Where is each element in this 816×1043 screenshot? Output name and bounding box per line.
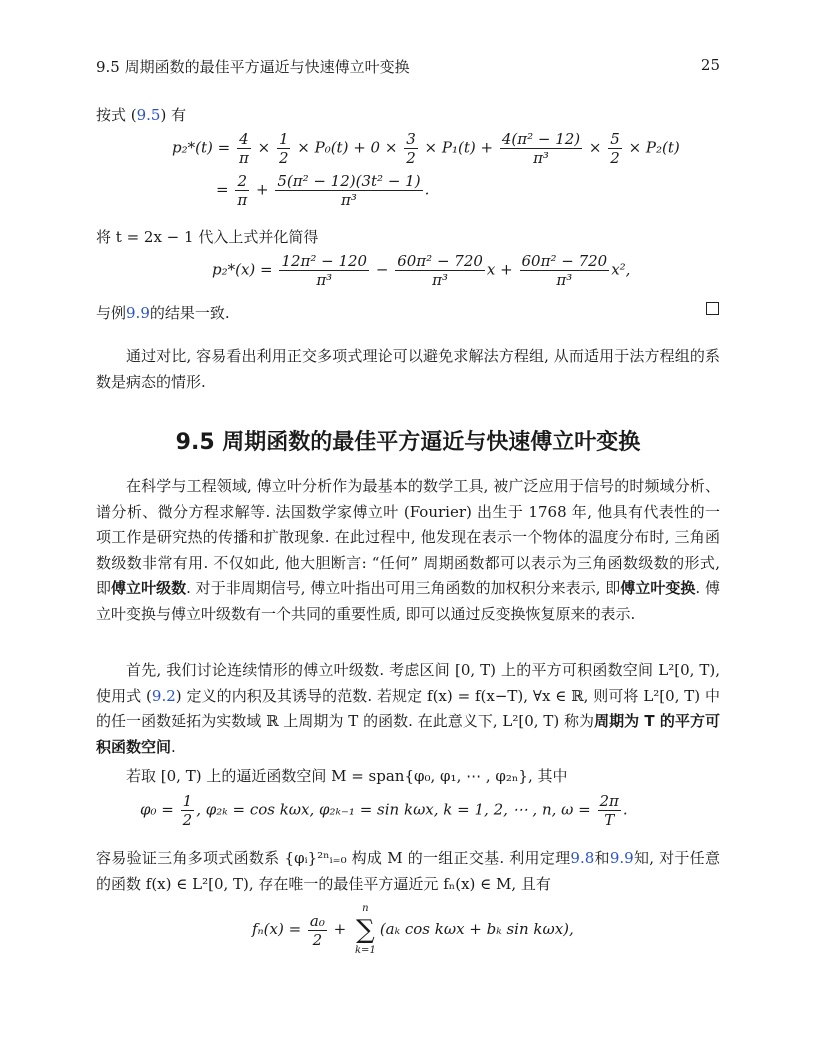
eq-term: , φ₂ₖ = cos kωx, φ₂ₖ₋₁ = sin kωx, k = 1, 2, ⋯ , n, ω = bbox=[196, 800, 591, 819]
term-periodic-space: 周期为 T 的平方可积函数空间 bbox=[96, 712, 720, 756]
fraction bbox=[598, 792, 621, 829]
fraction bbox=[279, 252, 369, 289]
paragraph-comparison: 通过对比, 容易看出利用正交多项式理论可以避免求解法方程组, 从而适用于法方程组的系数是病态的情形. bbox=[96, 347, 720, 391]
text: 的结果一致. bbox=[149, 304, 230, 322]
text: . 对于非周期信号, 傅立叶指出可用三角函数的加权积分来表示, 即 bbox=[186, 579, 621, 597]
denominator: π bbox=[237, 191, 248, 209]
paragraph-orthogonal bbox=[96, 846, 720, 897]
numerator: a₀ bbox=[309, 911, 325, 930]
fraction bbox=[277, 130, 291, 167]
eq-term: (aₖ cos kωx + bₖ sin kωx), bbox=[379, 920, 574, 938]
equation-link[interactable]: 9.5 bbox=[136, 106, 161, 124]
fraction bbox=[404, 130, 418, 167]
paragraph-intro bbox=[96, 104, 186, 125]
theorem-link[interactable]: 9.9 bbox=[609, 849, 634, 867]
paragraph-continuous bbox=[96, 658, 720, 760]
equation-link[interactable]: 9.2 bbox=[151, 686, 176, 705]
text: 按式 ( bbox=[96, 106, 137, 124]
fraction bbox=[308, 912, 327, 949]
summation bbox=[355, 902, 376, 958]
equation-p2x: p₂*(x) = $\frac{\text{12π² − 120}}{\text{π³}}$ − $\frac{\text{60π² − 720}}{\text{π³}}$ x + $\frac{\text{60π² − 720}}{\text{π³}}$ x², bbox=[212, 252, 631, 289]
sigma-icon: ∑ bbox=[356, 915, 375, 945]
denominator: 2 bbox=[278, 149, 289, 167]
numerator: 4 bbox=[237, 130, 251, 149]
fraction bbox=[608, 130, 622, 167]
term-fourier-transform: 傅立叶变换 bbox=[620, 579, 696, 597]
numerator: 3 bbox=[406, 130, 416, 148]
numerator: 60π² − 720 bbox=[521, 252, 608, 270]
denominator: π³ bbox=[556, 271, 573, 289]
fraction bbox=[500, 130, 582, 167]
text: ) 定义的内积及其诱导的范数. 若规定 f(x) = f(x−T), ∀x ∈ ℝ, 则可将 L²[0, T) 中的任一函数延拓为实数域 ℝ 上周期为 T 的函数. 在此意义下, L²[0, T) 称为 bbox=[96, 686, 720, 730]
text: 知, 对于任意的函数 f(x) ∈ L²[0, T), 存在唯一的最佳平方逼近元 fₙ(x) ∈ M, 且有 bbox=[96, 849, 720, 893]
eq-term: × P₀(t) + 0 × bbox=[297, 138, 398, 157]
paragraph-consistent bbox=[96, 302, 230, 323]
equation-basis: φ₀ = $\frac{1}{2}$ , φ₂ₖ = cos kωx, φ₂ₖ₋₁ = sin kωx, k = 1, 2, ⋯ , n, ω = $\frac{2\pi}{T}$ . bbox=[140, 792, 628, 829]
section-title: 9.5 周期函数的最佳平方逼近与快速傅立叶变换 bbox=[175, 430, 641, 455]
fraction bbox=[237, 130, 251, 167]
text: 首先, 我们讨论连续情形的傅立叶级数. 考虑区间 [0, T) 上的平方可积函数空间 L²[0, T), 使用式 ( bbox=[96, 661, 720, 705]
denominator: π bbox=[238, 149, 249, 167]
text: . bbox=[171, 737, 176, 756]
paragraph-substitute: 将 t = 2x − 1 代入上式并化简得 bbox=[96, 228, 319, 246]
numerator: 60π² − 720 bbox=[397, 252, 483, 270]
eq-term: × P₂(t) bbox=[628, 138, 680, 157]
denominator: 2 bbox=[182, 811, 193, 829]
numerator: 5(π² − 12)(3t² − 1) bbox=[277, 172, 421, 190]
denominator: π³ bbox=[341, 191, 357, 209]
fraction bbox=[181, 792, 195, 829]
eq-lhs: fₙ(x) = bbox=[252, 920, 302, 938]
page-number: 25 bbox=[700, 56, 720, 74]
paragraph-fourier-intro bbox=[96, 474, 720, 627]
denominator: 2 bbox=[312, 930, 323, 949]
text: . 傅立叶变换与傅立叶级数有一个共同的重要性质, 即可以通过反变换恢复原来的表示. bbox=[96, 579, 720, 623]
sum-upper: n bbox=[362, 903, 369, 914]
term-fourier-series: 傅立叶级数 bbox=[111, 579, 187, 597]
qed-box-icon bbox=[706, 302, 719, 315]
denominator: T bbox=[604, 811, 615, 829]
equation-fn: fₙ(x) = $\frac{\text{a₀}}{2}$ + n ∑ k=1 (aₖ cos kωx + bₖ sin kωx), bbox=[252, 903, 574, 956]
fraction bbox=[275, 172, 422, 209]
denominator: π³ bbox=[533, 149, 549, 167]
theorem-link[interactable]: 9.8 bbox=[570, 849, 595, 867]
fraction bbox=[520, 252, 610, 289]
equation-p2t: p₂*(t) = $\frac{4}{\pi}$ × $\frac{1}{2}$ × P₀(t) + 0 × $\frac{3}{2}$ × P₁(t) + $\frac{\text{4(π² − 12)}}{\text{π³}}$ × $\frac{5}{2}$ × P₂(t) bbox=[172, 130, 680, 167]
numerator: 4(π² − 12) bbox=[501, 130, 581, 148]
text: 与例 bbox=[96, 304, 127, 322]
header-section: 9.5 周期函数的最佳平方逼近与快速傅立叶变换 bbox=[96, 58, 410, 76]
numerator: 2π bbox=[599, 792, 619, 810]
numerator: 5 bbox=[610, 130, 620, 148]
fraction bbox=[235, 172, 249, 209]
paragraph-approx-space: 若取 [0, T) 上的逼近函数空间 M = span{φ₀, φ₁, ⋯ , φ₂ₙ}, 其中 bbox=[126, 767, 568, 785]
numerator: 2 bbox=[235, 172, 249, 191]
text: 容易验证三角多项式函数系 {φᵢ}²ⁿᵢ₌₀ 构成 M 的一组正交基. 利用定理 bbox=[96, 849, 571, 867]
equation-p2t-simplified: = $\frac{2}{\pi}$ + $\frac{\text{5(π² − 12)(3t² − 1)}}{\text{π³}}$ . bbox=[216, 172, 430, 209]
sum-lower: k=1 bbox=[355, 945, 376, 956]
numerator: 1 bbox=[278, 130, 289, 148]
text: 在科学与工程领域, 傅立叶分析作为最基本的数学工具, 被广泛应用于信号的时频域分析、谱分析、微分方程求解等. 法国数学家傅立叶 (Fourier) 出生于 1768 年, 他具有代表性的一项工作是研究热的传播和扩散现象. 在此过程中, 他发现在表示一个物体的温度分布时, 三角函数级数非常有用. 不仅如此, 他大胆断言: “任何” 周期函数都可以表示为三角函数级数的形式, 即 bbox=[96, 477, 720, 597]
eq-lhs: p₂*(x) = bbox=[212, 260, 273, 279]
running-header bbox=[96, 56, 720, 77]
example-link[interactable]: 9.9 bbox=[126, 304, 150, 322]
fraction bbox=[395, 252, 485, 289]
eq-lhs: p₂*(t) = bbox=[172, 138, 231, 157]
numerator: 1 bbox=[182, 792, 193, 810]
denominator: 2 bbox=[610, 149, 620, 167]
eq-lhs: φ₀ = bbox=[140, 800, 174, 819]
eq-term: × P₁(t) + bbox=[424, 138, 494, 157]
numerator: 12π² − 120 bbox=[281, 252, 368, 270]
text: 和 bbox=[594, 849, 610, 867]
denominator: π³ bbox=[432, 271, 448, 289]
text: ) 有 bbox=[160, 106, 187, 124]
denominator: π³ bbox=[316, 271, 333, 289]
denominator: 2 bbox=[406, 149, 416, 167]
